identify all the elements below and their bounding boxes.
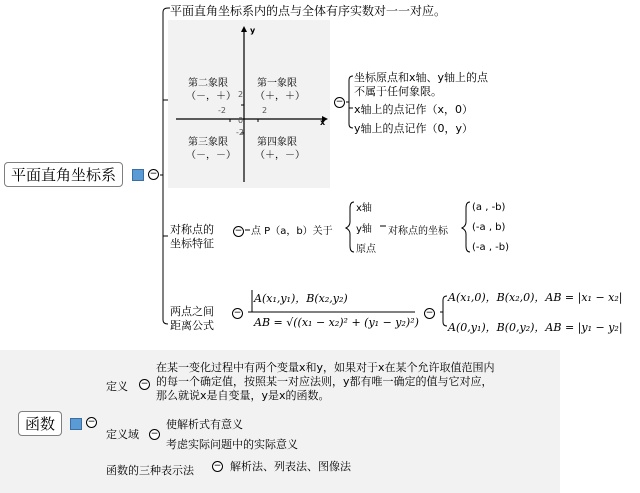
distance-label-2: 距离公式 <box>170 319 214 332</box>
collapse-toggle-icon[interactable]: − <box>149 169 158 179</box>
symmetry-result-label: 对称点的坐标 <box>388 226 448 237</box>
collapse-toggle-icon[interactable]: − <box>233 308 242 318</box>
tick-x-neg: -2 <box>218 106 226 115</box>
quadrant-1-sign: （＋，＋） <box>255 91 305 102</box>
symmetry-result-x: (a , -b) <box>472 202 506 213</box>
domain-item-2[interactable]: 考虑实际问题中的实际意义 <box>166 438 298 451</box>
collapse-toggle-icon[interactable]: − <box>335 97 344 107</box>
axis-note-x[interactable]: x轴上的点记作（x，0） <box>354 103 474 116</box>
definition-line-2: 的每一个确定值，按照某一对应法则，y都有唯一确定的值与它对应， <box>156 375 493 388</box>
symmetry-point-text: 点 P（a，b）关于 <box>251 226 333 237</box>
collapse-toggle-icon[interactable]: − <box>87 417 96 427</box>
tick-x-pos: 2 <box>262 106 268 115</box>
root-topic-label: 函数 <box>25 415 56 433</box>
symmetry-option-x[interactable]: x轴 <box>356 203 372 214</box>
root-topic-function[interactable] <box>18 411 62 436</box>
collapse-toggle-icon[interactable]: − <box>150 429 159 439</box>
symmetry-result-y: (-a , b) <box>472 222 506 233</box>
quadrant-3-sign: （－，－） <box>186 150 236 161</box>
quadrant-2-sign: （－，＋） <box>186 91 236 102</box>
note-icon[interactable] <box>70 418 82 430</box>
symmetry-option-origin[interactable]: 原点 <box>356 244 376 255</box>
axis-note-2: 不属于任何象限。 <box>354 85 442 98</box>
quadrant-1-name: 第一象限 <box>257 78 297 89</box>
root-topic-label: 平面直角坐标系 <box>11 166 117 184</box>
tick-y-neg: -2 <box>236 128 244 137</box>
representation-label[interactable]: 函数的三种表示法 <box>106 464 194 477</box>
note-icon[interactable] <box>132 169 144 181</box>
distance-case-x-axis: A(x₁,0)，B(x₂,0)，AB = |x₁ − x₂| <box>448 291 623 304</box>
origin-label: 0 <box>238 116 244 125</box>
representation-text[interactable]: 解析法、列表法、图像法 <box>230 460 351 473</box>
distance-points: A(x₁,y₁)，B(x₂,y₂) <box>254 292 348 305</box>
collapse-toggle-icon[interactable]: − <box>234 226 243 236</box>
distance-case-y-axis: A(0,y₁)，B(0,y₂)，AB = |y₁ − y₂| <box>448 321 623 334</box>
tick-y-pos: 2 <box>238 90 244 99</box>
y-axis-label: y <box>250 26 256 35</box>
symmetry-option-y[interactable]: y轴 <box>356 224 372 235</box>
quadrant-2-name: 第二象限 <box>188 78 228 89</box>
quadrant-4-sign: （＋，－） <box>255 150 305 161</box>
coordinate-plane <box>170 22 330 187</box>
x-axis-label: x <box>320 118 326 127</box>
domain-label[interactable]: 定义域 <box>106 428 139 441</box>
collapse-toggle-icon[interactable]: − <box>213 461 222 471</box>
quadrant-4-name: 第四象限 <box>257 137 297 148</box>
axis-note-y[interactable]: y轴上的点记作（0，y） <box>354 122 474 135</box>
symmetry-result-origin: (-a , -b) <box>472 242 510 253</box>
collapse-toggle-icon[interactable]: − <box>425 308 434 318</box>
quadrant-3-name: 第三象限 <box>188 137 228 148</box>
distance-label-1[interactable]: 两点之间 <box>170 305 214 318</box>
domain-item-1[interactable]: 使解析式有意义 <box>166 418 243 431</box>
symmetry-label-1[interactable]: 对称点的 <box>170 223 214 236</box>
definition-line-3: 那么就说x是自变量，y是x的函数。 <box>156 389 330 402</box>
symmetry-label-2: 坐标特征 <box>170 237 214 250</box>
collapse-toggle-icon[interactable]: − <box>140 379 149 389</box>
distance-formula: AB = √((x₁ − x₂)² + (y₁ − y₂)²) <box>254 316 419 329</box>
definition-label[interactable]: 定义 <box>106 380 128 393</box>
root-topic-coordinate-system[interactable] <box>4 162 123 187</box>
definition-line-1: 在某一变化过程中有两个变量x和y，如果对于x在某个允许取值范围内 <box>156 361 495 374</box>
axis-note-1[interactable]: 坐标原点和x轴、y轴上的点 <box>354 71 489 84</box>
branch-correspondence[interactable]: 平面直角坐标系内的点与全体有序实数对一一对应。 <box>170 4 447 18</box>
